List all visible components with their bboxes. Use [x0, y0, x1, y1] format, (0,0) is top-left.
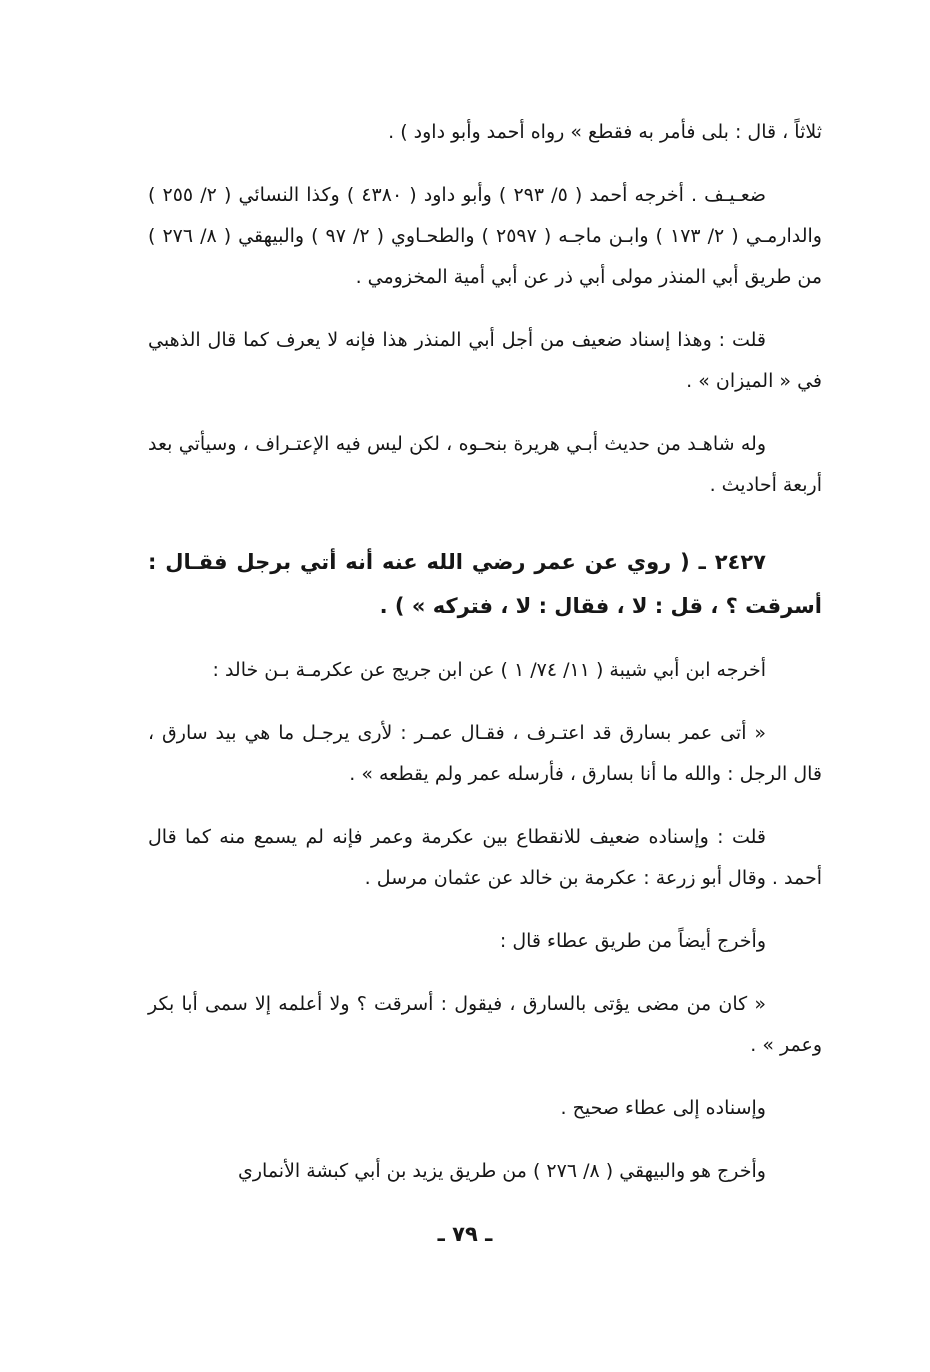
paragraph-takhrij-3: وأخرج هو والبيهقي ( ٨/ ٢٧٦ ) من طريق يزيد بن أبي كبشة الأنماري [237, 1160, 766, 1182]
paragraph-narration-intro: وأخرج أيضاً من طريق عطاء قال : [499, 930, 766, 952]
page-number: ـ ٧٩ ـ [437, 1222, 493, 1246]
paragraph-comment-2: قلت : وإسناده ضعيف للانقطاع بين عكرمة وعمر فإنه لم يسمع منه كما قال أحمد . وقال أبو زرعة : عكرمة بن خالد عن عثمان مرسل . [148, 826, 822, 889]
paragraph-continuation: ثلاثاً ، قال : بلى فأمر به فقطع » رواه أحمد وأبو داود ) . [388, 121, 822, 143]
paragraph-takhrij-2: أخرجه ابن أبي شيبة ( ١١/ ٧٤/ ١ ) عن ابن جريج عن عكرمـة بـن خالد : [212, 659, 766, 681]
paragraph-quote: « أتى عمر بسارق قد اعتـرف ، فقـال عمـر : لأرى يرجـل ما هي بيد سارق ، قال الرجل : والله ما أنا بسارق ، فأرسله عمر ولم يقطعه » . [148, 722, 822, 785]
page-body [148, 112, 822, 1292]
paragraph-grading: وإسناده إلى عطاء صحيح . [560, 1097, 766, 1119]
hadith-heading: ٢٤٢٧ ـ ( روي عن عمر رضي الله عنه أنه أتي برجل فقـال : أسرقت ؟ ، قل : لا ، فقال : لا ، فتركه » ) . [148, 550, 822, 618]
paragraph-comment: قلت : وهذا إسناد ضعيف من أجل أبي المنذر هذا فإنه لا يعرف كما قال الذهبي في « الميزان » . [148, 329, 822, 392]
paragraph-quote-2: « كان من مضى يؤتى بالسارق ، فيقول : أسرقت ؟ ولا أعلمه إلا سمى أبا بكر وعمر » . [148, 993, 822, 1056]
paragraph-takhrij: ضعـيـف . أخرجه أحمد ( ٥/ ٢٩٣ ) وأبو داود ( ٤٣٨٠ ) وكذا النسائي ( ٢/ ٢٥٥ ) والدارمـي ( ٢/ ١٧٣ ) وابـن ماجـه ( ٢٥٩٧ ) والطحـاوي ( ٢/ ٩٧ ) والبيهقي ( ٨/ ٢٧٦ ) من طريق أبي المنذر مولى أبي ذر عن أبي أمية المخزومي . [148, 184, 822, 288]
paragraph-witness: وله شاهـد من حديث أبـي هريرة بنحـوه ، لكن ليس فيه الإعتـراف ، وسيأتي بعد أربعة أحاديث . [148, 433, 822, 496]
